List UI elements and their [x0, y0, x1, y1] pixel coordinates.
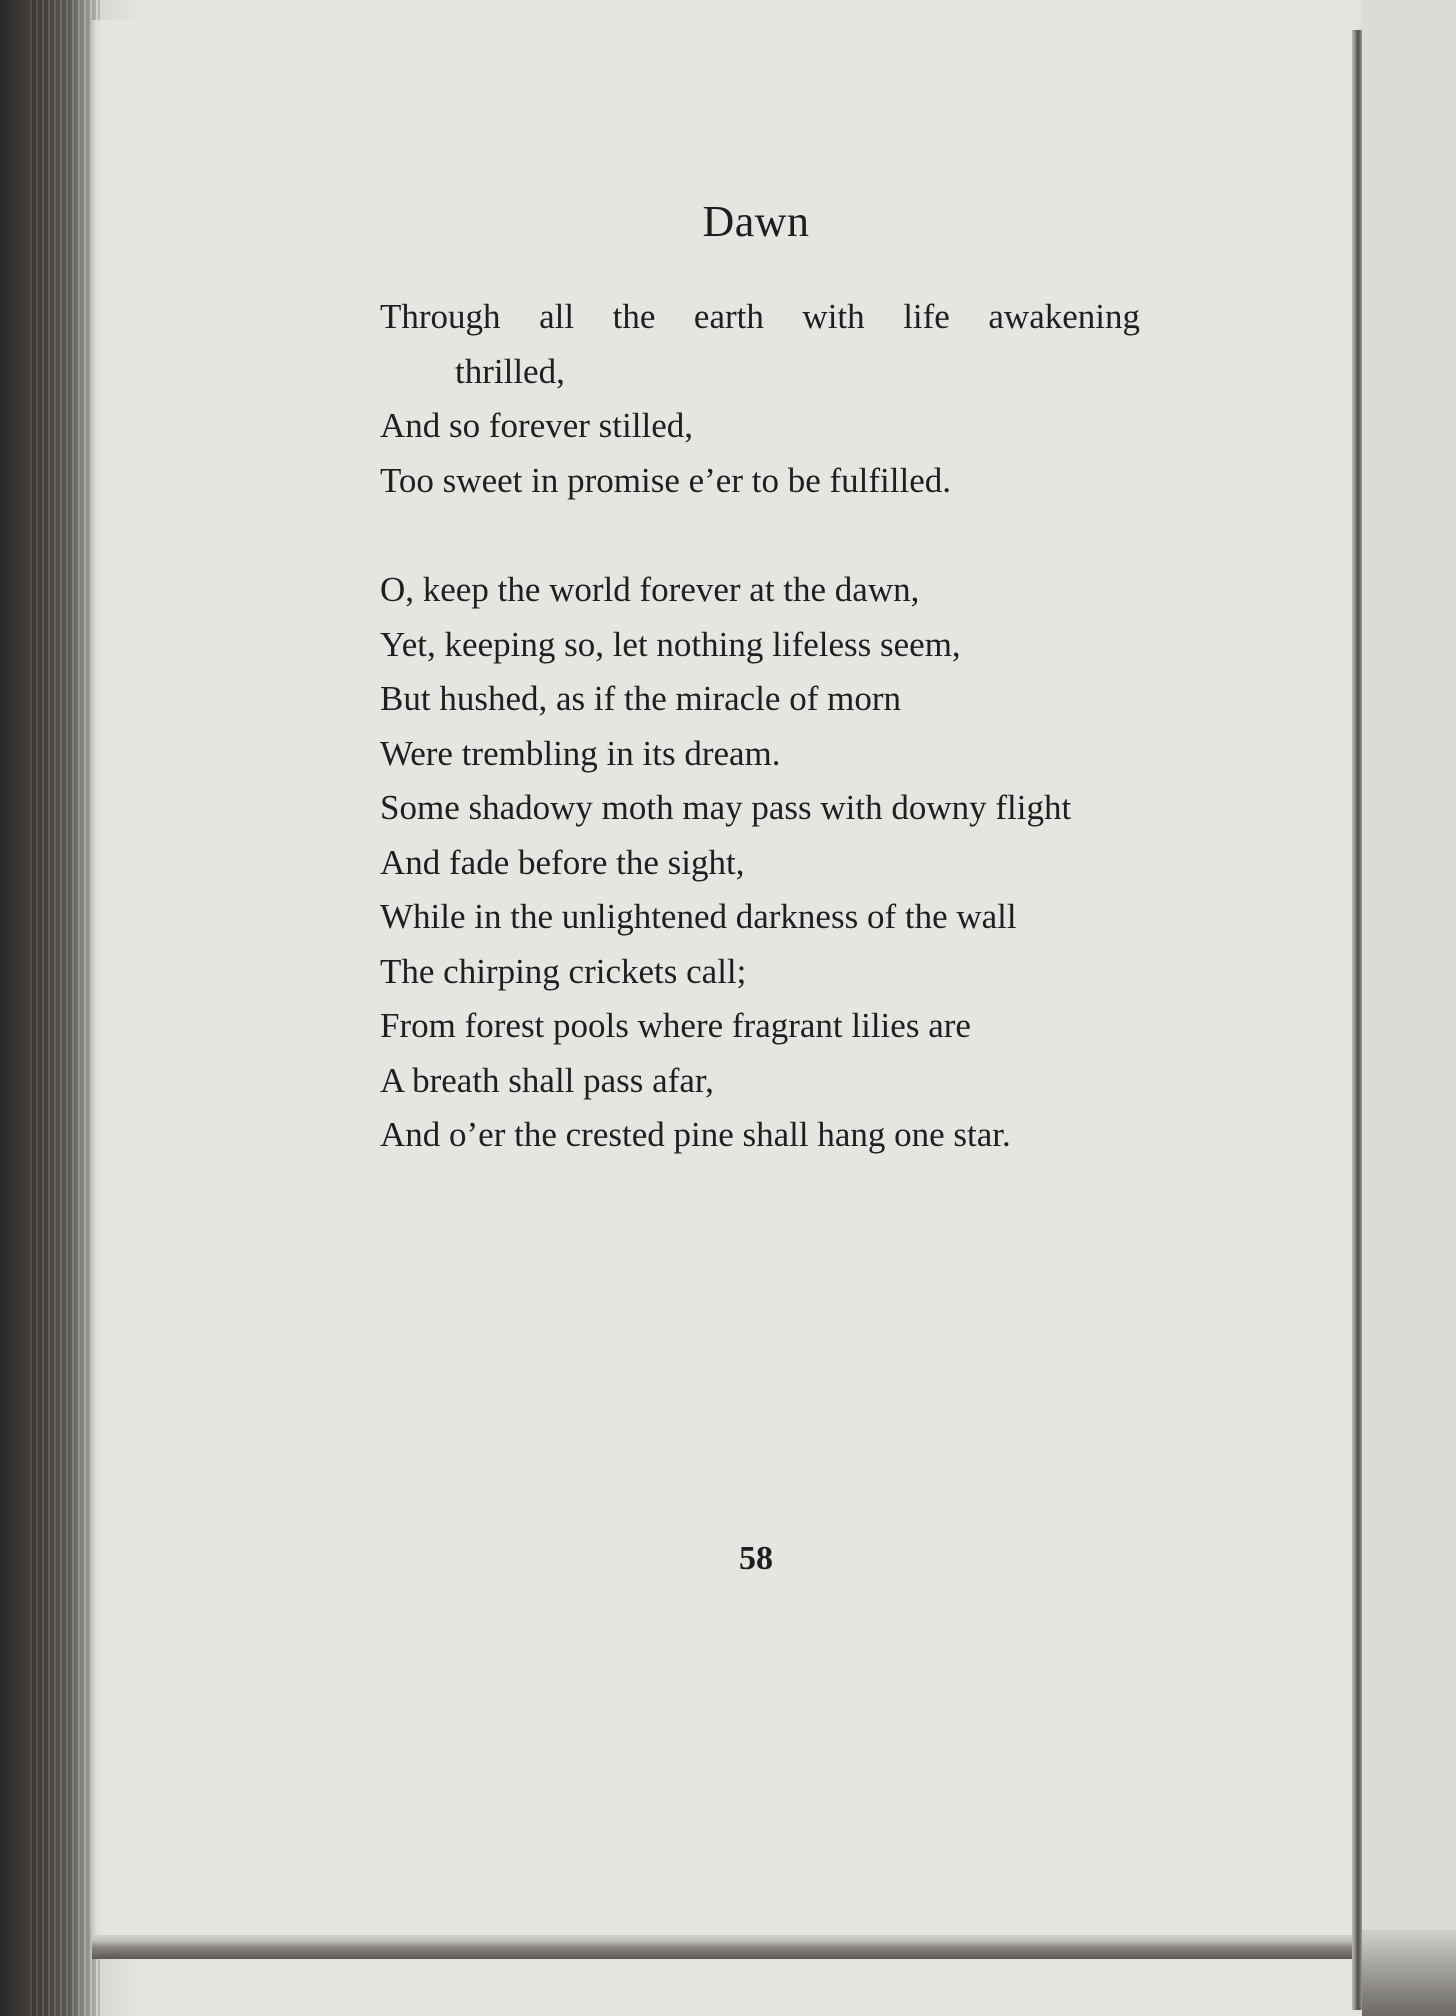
stanza-break	[380, 508, 1140, 563]
poem-line: And o’er the crested pine shall hang one star.	[380, 1115, 1011, 1154]
poem-line: From forest pools where fragrant lilies are	[380, 1006, 971, 1045]
poem-body	[380, 290, 1140, 1163]
book-spine-edge	[30, 0, 100, 2016]
adjacent-page	[1362, 0, 1456, 2016]
poem-line: While in the unlightened darkness of the wall	[380, 897, 1017, 936]
book-gutter	[1352, 30, 1362, 2010]
poem-line: A breath shall pass afar,	[380, 1060, 714, 1100]
poem-line: Some shadowy moth may pass with downy flight	[380, 788, 1072, 827]
adjacent-page-bottom-edge	[1362, 1930, 1456, 2016]
poem-line: Were trembling in its dream.	[380, 733, 781, 773]
poem-line: The chirping crickets call;	[380, 951, 747, 991]
poem-line: thrilled,	[455, 351, 565, 391]
poem-line: And fade before the sight,	[380, 842, 745, 882]
page-bottom-edge	[92, 1935, 1360, 1959]
page-number: 58	[739, 1540, 773, 1577]
poem-line: Through all the earth with life awakening	[380, 297, 1140, 336]
poem-line: O, keep the world forever at the dawn,	[380, 570, 920, 609]
poem-line: Yet, keeping so, let nothing lifeless seem,	[380, 624, 961, 664]
poem-line: Too sweet in promise e’er to be fulfilled.	[380, 460, 951, 500]
poem-line: But hushed, as if the miracle of morn	[380, 679, 901, 718]
poem-title: Dawn	[702, 197, 810, 246]
poem-line: And so forever stilled,	[380, 406, 693, 445]
